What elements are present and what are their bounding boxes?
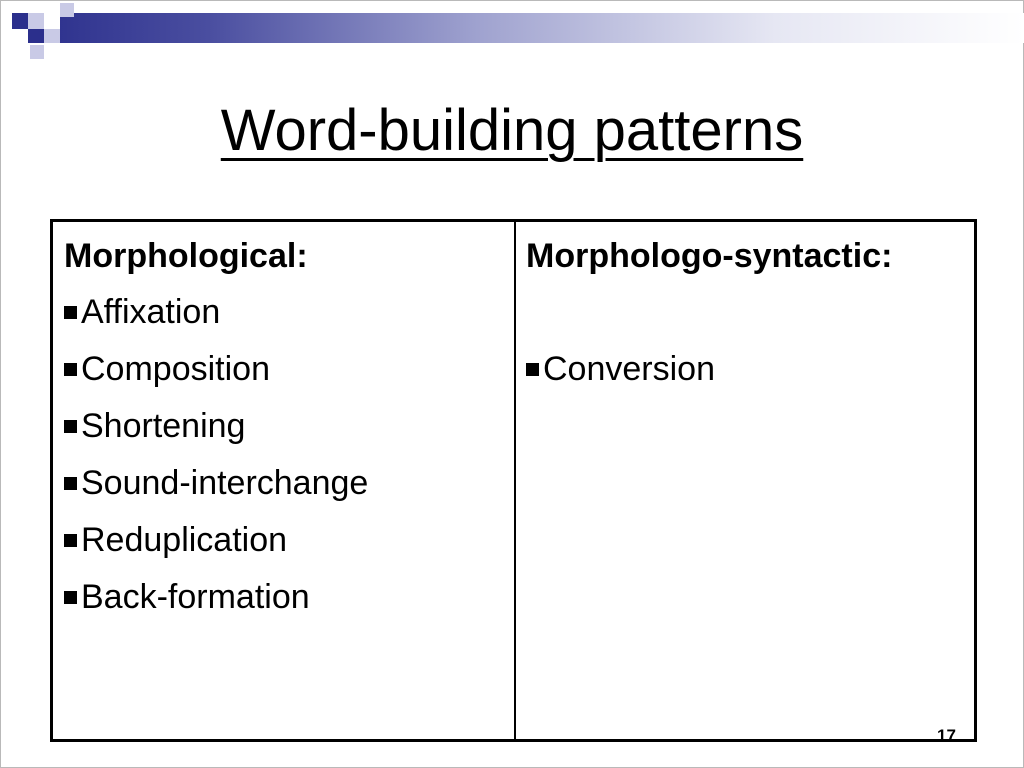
list-item-label: Composition: [81, 350, 270, 388]
morphological-column: [53, 222, 516, 739]
list-item-label: Reduplication: [81, 521, 288, 559]
list-item: [64, 349, 270, 389]
square-bullet-icon: [64, 420, 77, 433]
square-bullet-icon: [64, 591, 77, 604]
list-item: [526, 349, 715, 389]
patterns-table: [50, 219, 977, 742]
slide-title: [0, 96, 1024, 166]
list-item-label: Conversion: [543, 350, 715, 388]
morphological-heading: Morphological:: [64, 237, 308, 275]
list-item: [64, 463, 368, 503]
decorative-square: [30, 45, 44, 59]
square-bullet-icon: [64, 363, 77, 376]
list-item: [64, 406, 245, 446]
square-bullet-icon: [64, 306, 77, 319]
square-bullet-icon: [526, 363, 539, 376]
morphologo-syntactic-column: [516, 222, 974, 739]
decorative-gradient-band: [30, 13, 1024, 43]
decorative-square: [12, 13, 28, 29]
decorative-square: [60, 3, 74, 17]
page-number: 17: [937, 726, 956, 745]
square-bullet-icon: [64, 534, 77, 547]
list-item-label: Back-formation: [81, 578, 310, 616]
slide-title-text: Word-building patterns: [220, 98, 804, 163]
list-item: [64, 292, 220, 332]
list-item-label: Sound-interchange: [81, 464, 369, 502]
square-bullet-icon: [64, 477, 77, 490]
list-item: [64, 520, 287, 560]
list-item: [64, 577, 310, 617]
decorative-square: [44, 13, 60, 29]
decorative-square: [28, 13, 44, 29]
decorative-square: [44, 29, 60, 43]
decorative-square: [28, 29, 44, 43]
morphologo-syntactic-heading: Morphologo-syntactic:: [526, 237, 893, 275]
list-item-label: Affixation: [81, 293, 221, 331]
list-item-label: Shortening: [81, 407, 246, 445]
decorative-square: [12, 29, 28, 43]
